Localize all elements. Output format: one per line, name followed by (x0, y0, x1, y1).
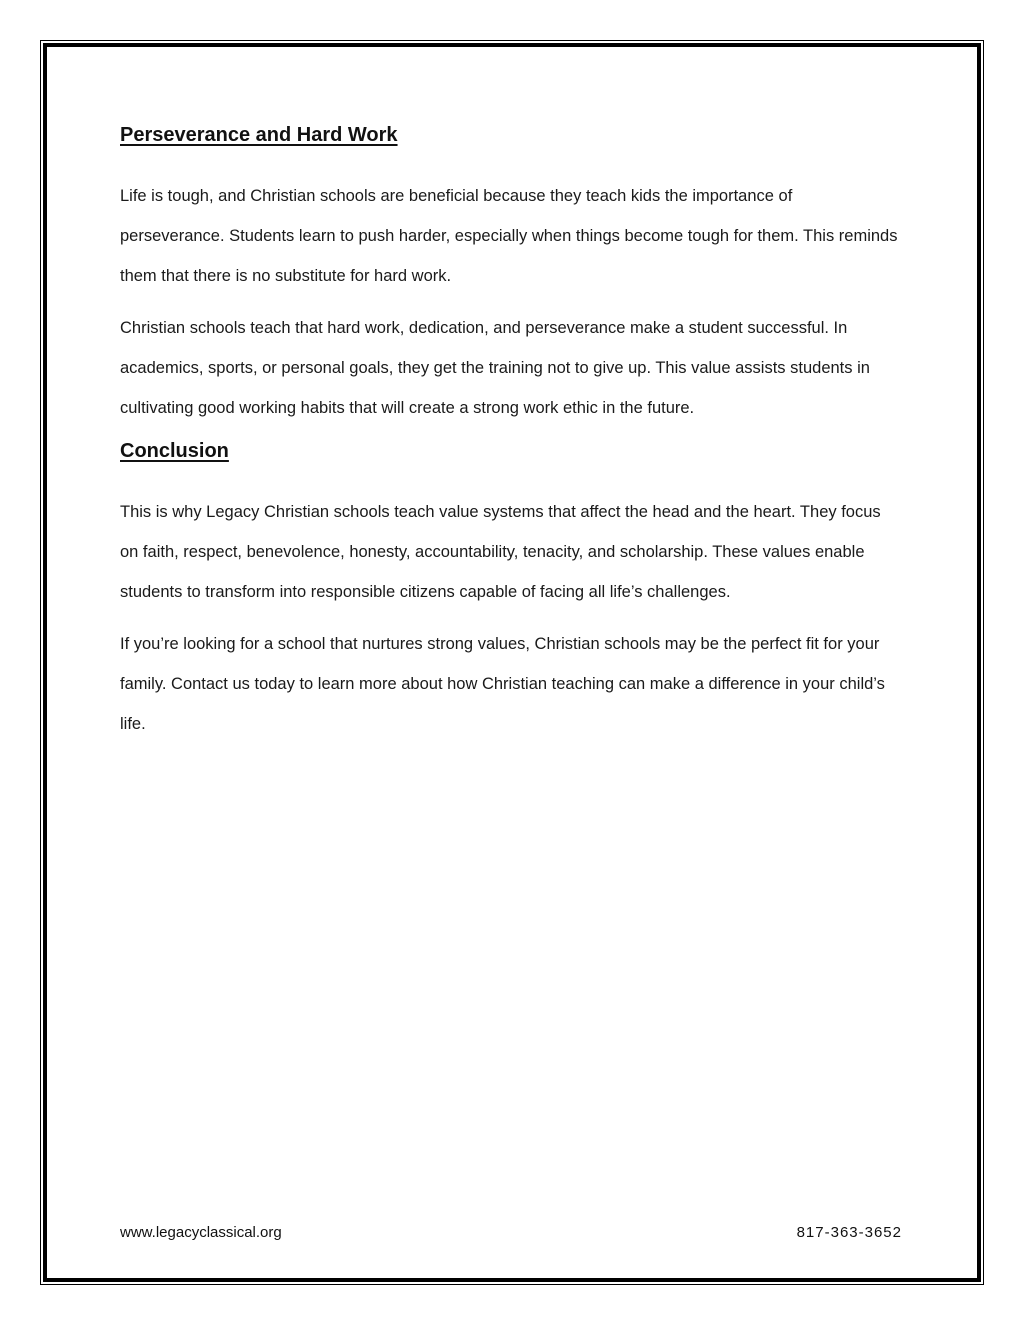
footer-phone: 817-363-3652 (796, 1224, 902, 1241)
paragraph-conclusion-1: This is why Legacy Christian schools teach value systems that affect the head and the heart. They focus on faith, respect, benevolence, honesty, accountability, tenacity, and scholarship. These values enable students to transform into responsible citizens capable of facing all life’s challenges. (120, 503, 881, 601)
section-heading-perseverance: Perseverance and Hard Work (120, 124, 398, 146)
footer-website: www.legacyclassical.org (120, 1224, 282, 1241)
paragraph-conclusion-2: If you’re looking for a school that nurtures strong values, Christian schools may be the perfect fit for your family. Contact us today to learn more about how Christian teaching can make a difference in your child’s life. (120, 635, 885, 733)
section-heading-conclusion: Conclusion (120, 440, 229, 462)
paragraph-perseverance-1: Life is tough, and Christian schools are beneficial because they teach kids the importance of perseverance. Students learn to push harder, especially when things become tough for them. This reminds them that there is no substitute for hard work. (120, 187, 898, 285)
document-body (120, 118, 900, 744)
paragraph-perseverance-2: Christian schools teach that hard work, dedication, and perseverance make a student successful. In academics, sports, or personal goals, they get the training not to give up. This value assists students in cultivating good working habits that will create a strong work ethic in the future. (120, 319, 870, 417)
